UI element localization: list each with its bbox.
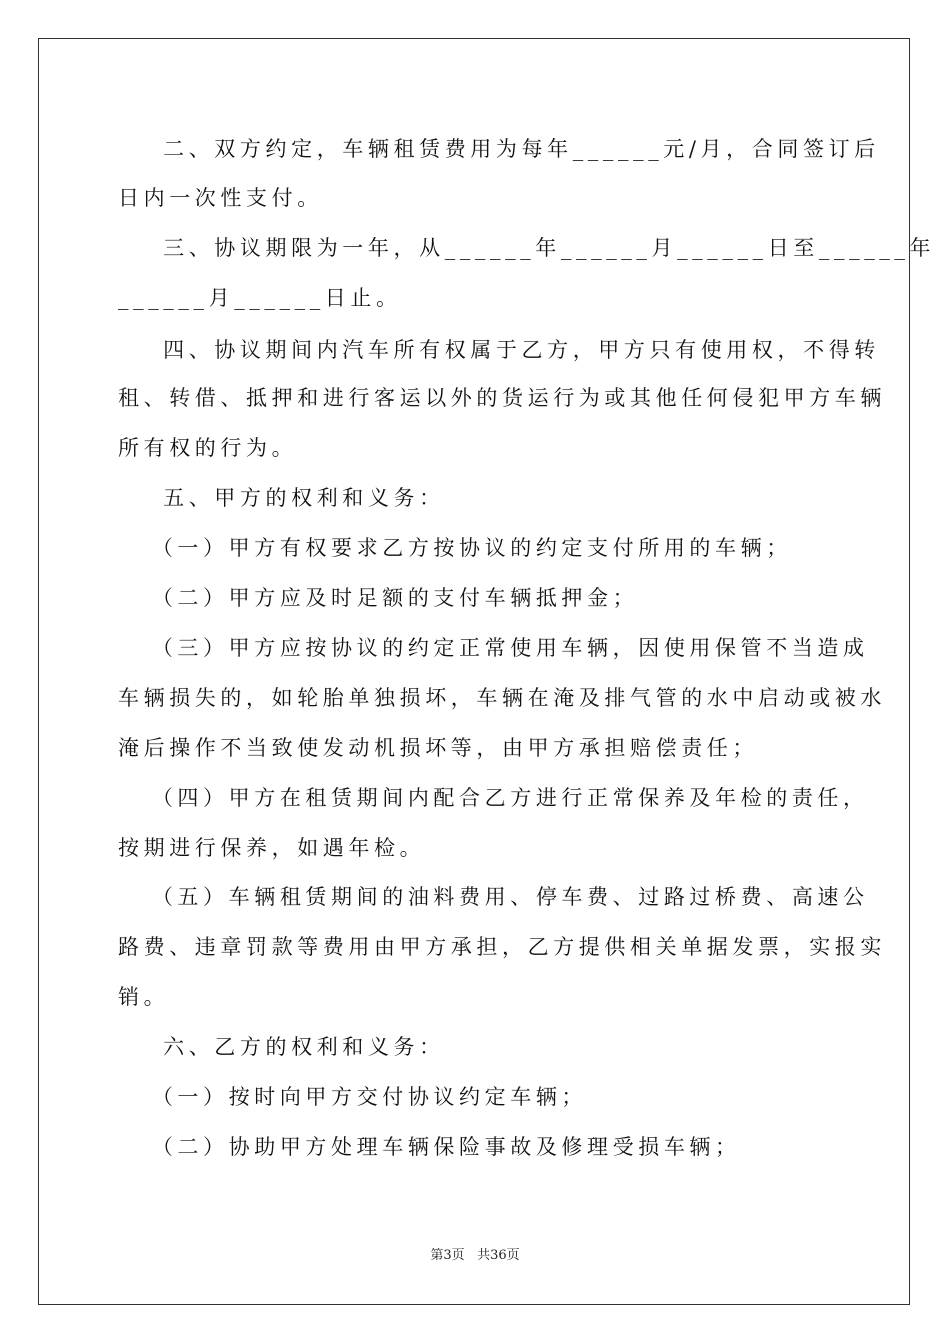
- text-line: 路费、违章罚款等费用由甲方承担，乙方提供相关单据发票，实报实: [118, 935, 886, 959]
- text-line: 六、乙方的权利和义务：: [118, 1035, 445, 1059]
- page-total: 共36页: [477, 1248, 520, 1263]
- page-number: 第3页: [430, 1248, 465, 1263]
- text-line: （二）协助甲方处理车辆保险事故及修理受损车辆；: [118, 1135, 741, 1159]
- text-line: （三）甲方应按协议的约定正常使用车辆，因使用保管不当造成: [118, 636, 869, 660]
- text-line: ______月______日止。: [118, 286, 402, 310]
- text-line: 淹后操作不当致使发动机损坏等，由甲方承担赔偿责任；: [118, 736, 758, 760]
- text-line: （四）甲方在租赁期间内配合乙方进行正常保养及年检的责任，: [118, 786, 869, 810]
- text-line: 按期进行保养，如遇年检。: [118, 836, 426, 860]
- text-line: 五、甲方的权利和义务：: [118, 486, 445, 510]
- text-line: 销。: [118, 985, 170, 1009]
- text-line: （一）按时向甲方交付协议约定车辆；: [118, 1085, 588, 1109]
- text-line: （一）甲方有权要求乙方按协议的约定支付所用的车辆；: [118, 536, 792, 560]
- page-footer: [0, 1247, 950, 1265]
- text-line: 车辆损失的，如轮胎单独损坏，车辆在淹及排气管的水中启动或被水: [118, 686, 886, 710]
- text-line: 日内一次性支付。: [118, 186, 323, 210]
- text-line: 二、双方约定，车辆租赁费用为每年______元/月，合同签订后: [118, 137, 880, 161]
- text-line: 所有权的行为。: [118, 436, 298, 460]
- page-border: [38, 38, 936, 1305]
- text-line: （五）车辆租赁期间的油料费用、停车费、过路过桥费、高速公: [118, 885, 869, 909]
- text-line: 三、协议期限为一年，从______年______月______日至______年: [118, 236, 936, 260]
- text-line: （二）甲方应及时足额的支付车辆抵押金；: [118, 586, 639, 610]
- text-line: 四、协议期间内汽车所有权属于乙方，甲方只有使用权，不得转: [118, 338, 880, 362]
- text-line: 租、转借、抵押和进行客运以外的货运行为或其他任何侵犯甲方车辆: [118, 386, 886, 410]
